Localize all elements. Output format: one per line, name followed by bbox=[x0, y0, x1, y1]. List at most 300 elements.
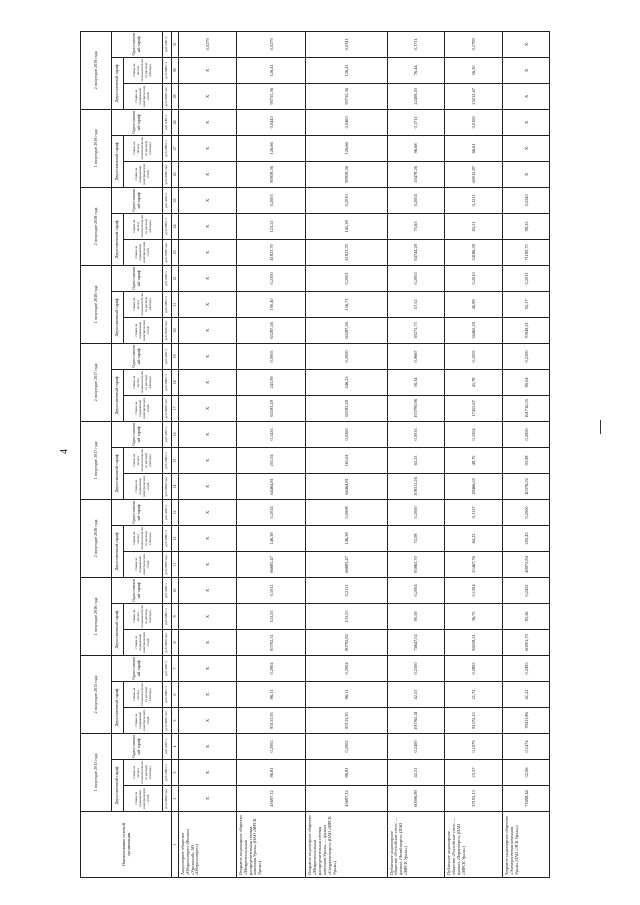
tariff-value: 0,0443 bbox=[236, 109, 306, 135]
tariff-value: 0,2014 bbox=[236, 499, 306, 525]
subgroup-one-part: Одноставочный тариф bbox=[112, 655, 163, 681]
col-number: 3 bbox=[172, 760, 179, 786]
tariff-value: 48972,84 bbox=[503, 551, 550, 577]
col-number: 9 bbox=[172, 603, 179, 629]
corner-header: Наименование сетевой организации bbox=[81, 812, 172, 878]
tariff-value: 17455,67 bbox=[445, 395, 503, 421]
tariff-value: Х bbox=[179, 629, 237, 655]
tariff-value: 41823,70 bbox=[306, 239, 387, 265]
tariff-value: Х bbox=[179, 681, 237, 707]
unit-label: руб./МВт·ч bbox=[163, 213, 172, 239]
tariff-value: 63287,26 bbox=[236, 317, 306, 343]
tariff-value: 0,1004 bbox=[445, 421, 503, 447]
tariff-value: 0,2245 bbox=[503, 187, 550, 213]
col-number: 27 bbox=[172, 135, 179, 161]
tariff-value: 103799,96 bbox=[387, 395, 445, 421]
tariff-value: Х bbox=[179, 760, 237, 786]
col-label: ставка на оплату технологического расхода (потерь) bbox=[124, 57, 163, 83]
tariff-value: 56,34 bbox=[387, 369, 445, 395]
unit-label: руб./МВт·мес bbox=[163, 551, 172, 577]
unit-label: руб./МВт·ч bbox=[163, 447, 172, 473]
col-number: 31 bbox=[172, 31, 179, 57]
tariff-value: 0,1117 bbox=[445, 499, 503, 525]
unit-label: руб./МВт·мес bbox=[163, 83, 172, 109]
org-name: Публичное акционерное общество «Российские сети» — филиал «Пермэнерго» (ПАО «МРСК Урала») bbox=[445, 812, 503, 878]
tariff-value: 0,1711 bbox=[387, 109, 445, 135]
tariff-value: 161716,35 bbox=[503, 395, 550, 421]
tariff-value: 126,66 bbox=[236, 135, 306, 161]
col-label: ставка за содержание электрических сетей bbox=[124, 473, 163, 499]
subgroup-two-part: Двухставочный тариф bbox=[112, 760, 124, 812]
tariff-table-region bbox=[80, 32, 550, 878]
period-header: 2 полугодие 2017 года bbox=[81, 343, 112, 421]
org-name: Открытое акционерное общество «Межрегиональная распределительная сетевая компания Урала» (ОАО «МРСК Урала») bbox=[236, 812, 306, 878]
period-header: 1 полугодие 2015 года bbox=[81, 733, 112, 811]
tariff-value: Х bbox=[179, 473, 237, 499]
tariff-value: 0,2400 bbox=[387, 733, 445, 759]
tariff-value: 94744,29 bbox=[387, 239, 445, 265]
tariff-value: 126,66 bbox=[306, 135, 387, 161]
subgroup-two-part: Двухставочный тариф bbox=[112, 291, 124, 343]
tariff-value: Х bbox=[179, 83, 237, 109]
col-label: ставка за содержание электрических сетей bbox=[124, 786, 163, 812]
tariff-value: Х bbox=[179, 499, 237, 525]
tariff-value: 86,11 bbox=[236, 681, 306, 707]
tariff-value: 85133,95 bbox=[236, 707, 306, 733]
subgroup-two-part: Двухставочный тариф bbox=[112, 369, 124, 421]
unit-label: руб./кВт·ч bbox=[163, 499, 172, 525]
tariff-value: Х bbox=[179, 265, 237, 291]
unit-label: руб./МВт·мес bbox=[163, 239, 172, 265]
subgroup-two-part: Двухставочный тариф bbox=[112, 525, 124, 577]
tariff-value: 41823,70 bbox=[236, 239, 306, 265]
tariff-value: 0,1799 bbox=[445, 31, 503, 57]
tariff-value: 80958,56 bbox=[236, 161, 306, 187]
tariff-value: 80,04 bbox=[503, 369, 550, 395]
subgroup-one-part: Одноставочный тариф bbox=[112, 265, 163, 291]
table-row bbox=[236, 31, 306, 877]
tariff-value: 243,99 bbox=[236, 369, 306, 395]
col-number: 10 bbox=[172, 577, 179, 603]
subgroup-one-part: Одноставочный тариф bbox=[112, 499, 163, 525]
scan-mark bbox=[600, 420, 601, 434]
period-header: 2 полугодие 2018 года bbox=[81, 187, 112, 265]
tariff-value: 63183,28 bbox=[306, 395, 387, 421]
tariff-value: 32,06 bbox=[503, 760, 550, 786]
tariff-value: 86,11 bbox=[306, 681, 387, 707]
col-number: 19 bbox=[172, 343, 179, 369]
col-label: ставка за содержание электрических сетей bbox=[124, 239, 163, 265]
tariff-value: Х bbox=[179, 603, 237, 629]
tariff-value: Х bbox=[179, 213, 237, 239]
tariff-value: Х bbox=[179, 447, 237, 473]
unit-label: руб./МВт·мес bbox=[163, 707, 172, 733]
period-header: 1 полугодие 2017 года bbox=[81, 421, 112, 499]
tariff-value: 0,2003 bbox=[387, 265, 445, 291]
tariff-value: 0,0463 bbox=[306, 109, 387, 135]
tariff-value: 0,2001 bbox=[306, 265, 387, 291]
tariff-value: 96058,21 bbox=[445, 629, 503, 655]
col-number: 22 bbox=[172, 265, 179, 291]
tariff-value: 0,1711 bbox=[387, 31, 445, 57]
tariff-value: 100765,41 bbox=[387, 707, 445, 733]
tariff-value: 63,23 bbox=[387, 447, 445, 473]
tariff-value: 0,0008 bbox=[306, 499, 387, 525]
tariff-value: 85133,95 bbox=[306, 707, 387, 733]
col-label: ставка за содержание электрических сетей bbox=[124, 629, 163, 655]
tariff-value: 85792,51 bbox=[236, 629, 306, 655]
col-label: ставка за содержание электрических сетей bbox=[124, 161, 163, 187]
unit-label: руб./кВт·ч bbox=[163, 655, 172, 681]
col-number: 6 bbox=[172, 681, 179, 707]
tariff-value: 0,2000 bbox=[503, 421, 550, 447]
tariff-value: 98,35 bbox=[503, 213, 550, 239]
tariff-value: Х bbox=[179, 109, 237, 135]
unit-label: руб./МВт·мес bbox=[163, 317, 172, 343]
table-row bbox=[179, 31, 237, 877]
subgroup-one-part: Одноставочный тариф bbox=[112, 187, 163, 213]
unit-label: руб./МВт·мес bbox=[163, 395, 172, 421]
col-label: ставка за содержание электрических сетей bbox=[124, 551, 163, 577]
tariff-value: 123,55 bbox=[236, 603, 306, 629]
tariff-value: Х bbox=[179, 707, 237, 733]
unit-label: руб./кВт·ч bbox=[163, 187, 172, 213]
tariff-value: 133,55 bbox=[306, 603, 387, 629]
col-label: ставка на оплату технологического расхода (потерь) bbox=[124, 291, 163, 317]
tariff-value: 20478,26 bbox=[387, 161, 445, 187]
tariff-value: Х bbox=[179, 786, 237, 812]
tariff-value: 25012,67 bbox=[445, 83, 503, 109]
col-label: ставка за содержание электрических сетей bbox=[124, 317, 163, 343]
tariff-value: 0,2300 bbox=[503, 343, 550, 369]
tariff-value: Х bbox=[179, 239, 237, 265]
tariff-value: 42,51 bbox=[387, 760, 445, 786]
subgroup-two-part: Двухставочный тариф bbox=[112, 447, 124, 499]
tariff-value: Х bbox=[179, 395, 237, 421]
table-row bbox=[445, 31, 503, 877]
col-number: 26 bbox=[172, 161, 179, 187]
tariff-value: 66683,47 bbox=[236, 551, 306, 577]
tariff-value: Х bbox=[179, 135, 237, 161]
tariff-value: 63287,26 bbox=[306, 317, 387, 343]
tariff-value: 0,0033 bbox=[387, 421, 445, 447]
tariff-value: 34186,39 bbox=[445, 239, 503, 265]
tariff-value: 45697,12 bbox=[306, 786, 387, 812]
unit-label: руб./МВт·ч bbox=[163, 760, 172, 786]
table-row bbox=[387, 31, 445, 877]
col-number: 14 bbox=[172, 473, 179, 499]
tariff-value: 80792,82 bbox=[306, 629, 387, 655]
tariff-value: 0,2432 bbox=[503, 577, 550, 603]
tariff-value: 0,2004 bbox=[387, 577, 445, 603]
tariff-value: Х bbox=[503, 161, 550, 187]
tariff-value: 0,2010 bbox=[306, 187, 387, 213]
tariff-value: Х bbox=[179, 161, 237, 187]
tariff-value: 246,23 bbox=[306, 369, 387, 395]
org-name: Акционерное общество «Оборонэнерго» (Филиал «Уральский» АО «Оборонэнерго») bbox=[179, 812, 237, 878]
tariff-value: 0,1433 bbox=[236, 421, 306, 447]
tariff-value: 161,61 bbox=[306, 447, 387, 473]
col-number: 21 bbox=[172, 291, 179, 317]
tariff-value: 0,2002 bbox=[306, 733, 387, 759]
unit-label: руб./МВт·мес bbox=[163, 629, 172, 655]
unit-label: руб./МВт·ч bbox=[163, 291, 172, 317]
subgroup-one-part: Одноставочный тариф bbox=[112, 733, 163, 759]
tariff-value: Х bbox=[179, 369, 237, 395]
tariff-value: 21,72 bbox=[445, 681, 503, 707]
col-number: 7 bbox=[172, 655, 179, 681]
tariff-value: 63,51 bbox=[445, 213, 503, 239]
tariff-value: 108311,26 bbox=[387, 473, 445, 499]
tariff-value: 146,38 bbox=[306, 525, 387, 551]
period-header: 1 полугодие 2018 года bbox=[81, 265, 112, 343]
tariff-value: 126,41 bbox=[236, 57, 306, 83]
col-number: 20 bbox=[172, 317, 179, 343]
unit-label: руб./МВт·ч bbox=[163, 57, 172, 83]
col-label: ставка на оплату технологического расхода (потерь) bbox=[124, 369, 163, 395]
tariff-value: 126,41 bbox=[306, 57, 387, 83]
tariff-value: 190,40 bbox=[236, 291, 306, 317]
tariff-value: 76,44 bbox=[387, 57, 445, 83]
tariff-value: Х bbox=[179, 551, 237, 577]
subgroup-two-part: Двухставочный тариф bbox=[112, 135, 124, 187]
tariff-value: Х bbox=[179, 525, 237, 551]
tariff-value: Х bbox=[179, 343, 237, 369]
unit-label: руб./МВт·мес bbox=[163, 161, 172, 187]
tariff-value: 156,71 bbox=[306, 291, 387, 317]
tariff-value: 0,2111 bbox=[306, 577, 387, 603]
col-label: ставка на оплату технологического расхода (потерь) bbox=[124, 525, 163, 551]
tariff-value: Х bbox=[179, 317, 237, 343]
tariff-value: 25467,76 bbox=[445, 551, 503, 577]
tariff-value: 64464,81 bbox=[236, 473, 306, 499]
tariff-value: 0,1211 bbox=[445, 187, 503, 213]
tariff-value: 60006,89 bbox=[387, 786, 445, 812]
subgroup-one-part: Одноставочный тариф bbox=[112, 109, 163, 135]
tariff-value: 0,1005 bbox=[445, 343, 503, 369]
tariff-value: 0,2011 bbox=[503, 265, 550, 291]
tariff-value: 60901,70 bbox=[503, 629, 550, 655]
col-label: ставка на оплату технологического расхода (потерь) bbox=[124, 681, 163, 707]
tariff-value: 66,61 bbox=[445, 135, 503, 161]
tariff-value: 0,2000 bbox=[387, 499, 445, 525]
tariff-value: 0,0805 bbox=[445, 655, 503, 681]
unit-label: руб./кВт·ч bbox=[163, 109, 172, 135]
subgroup-one-part: Одноставочный тариф bbox=[112, 577, 163, 603]
tariff-value: 0,2904 bbox=[306, 655, 387, 681]
tariff-value: Х bbox=[179, 421, 237, 447]
tariff-value: 34465,59 bbox=[445, 317, 503, 343]
tariff-value: Х bbox=[179, 577, 237, 603]
tariff-value: 0,1394 bbox=[445, 577, 503, 603]
tariff-value: 0,2000 bbox=[503, 499, 550, 525]
tariff-value: 45697,12 bbox=[236, 786, 306, 812]
tariff-value: 90,59 bbox=[387, 603, 445, 629]
tariff-value: 41,78 bbox=[445, 369, 503, 395]
unit-label: руб./МВт·ч bbox=[163, 525, 172, 551]
col-label: ставка за содержание электрических сетей bbox=[124, 707, 163, 733]
unit-label: руб./МВт·ч bbox=[163, 135, 172, 161]
subgroup-two-part: Двухставочный тариф bbox=[112, 603, 124, 655]
col-number: 29 bbox=[172, 83, 179, 109]
tariff-value: Х bbox=[503, 31, 550, 57]
tariff-table bbox=[80, 31, 550, 878]
tariff-value: Х bbox=[179, 57, 237, 83]
tariff-value: Х bbox=[179, 291, 237, 317]
col-number: 4 bbox=[172, 733, 179, 759]
tariff-value: 83,26 bbox=[503, 603, 550, 629]
tariff-value: 36,75 bbox=[445, 603, 503, 629]
unit-label: руб./кВт·ч bbox=[163, 343, 172, 369]
tariff-value: 0,1079 bbox=[445, 733, 503, 759]
unit-label: руб./кВт·ч bbox=[163, 265, 172, 291]
tariff-value: 93,98 bbox=[503, 447, 550, 473]
col-number: 25 bbox=[172, 187, 179, 213]
tariff-value: 71698,44 bbox=[503, 786, 550, 812]
period-header: 2 полугодие 2019 года bbox=[81, 31, 112, 109]
tariff-value: 90735,36 bbox=[236, 83, 306, 109]
tariff-value: 201,04 bbox=[236, 447, 306, 473]
tariff-value: 86,81 bbox=[306, 760, 387, 786]
tariff-value: 0,0263 bbox=[306, 421, 387, 447]
tariff-value: Х bbox=[179, 187, 237, 213]
tariff-value: 0,2495 bbox=[503, 655, 550, 681]
page-number: 4 bbox=[59, 449, 70, 454]
tariff-value: 40,98 bbox=[445, 291, 503, 317]
subgroup-two-part: Двухставочный тариф bbox=[112, 681, 124, 733]
tariff-value: Х bbox=[179, 733, 237, 759]
tariff-value: Х bbox=[179, 655, 237, 681]
tariff-value: 72,08 bbox=[387, 525, 445, 551]
tariff-value: 0,0341 bbox=[306, 31, 387, 57]
unit-label: руб./МВт·мес bbox=[163, 473, 172, 499]
tariff-value: 80958,56 bbox=[306, 161, 387, 187]
tariff-value: 23,37 bbox=[445, 760, 503, 786]
unit-label: руб./кВт·ч bbox=[163, 577, 172, 603]
tariff-value: 56,30 bbox=[445, 57, 503, 83]
col-number: 17 bbox=[172, 395, 179, 421]
col-number: 5 bbox=[172, 707, 179, 733]
tariff-value: 92,17 bbox=[503, 291, 550, 317]
period-header: 2 полугодие 2015 года bbox=[81, 655, 112, 733]
col-number: 23 bbox=[172, 239, 179, 265]
col-label: ставка на оплату технологического расхода (потерь) bbox=[124, 447, 163, 473]
col-number: 13 bbox=[172, 499, 179, 525]
tariff-value: 37193,13 bbox=[445, 786, 503, 812]
tariff-value: 146,38 bbox=[236, 525, 306, 551]
period-header: 2 полугодие 2016 года bbox=[81, 499, 112, 577]
tariff-value: 64464,81 bbox=[306, 473, 387, 499]
tariff-value: 22409,20 bbox=[387, 83, 445, 109]
col-label: ставка на оплату технологического расхода (потерь) bbox=[124, 135, 163, 161]
col-number: 24 bbox=[172, 213, 179, 239]
tariff-value: 41,22 bbox=[503, 681, 550, 707]
tariff-value: 57,52 bbox=[387, 291, 445, 317]
tariff-value: 123,21 bbox=[236, 213, 306, 239]
tariff-value: 0,2004 bbox=[387, 187, 445, 213]
tariff-table-rotated bbox=[80, 32, 550, 878]
col-number: 8 bbox=[172, 629, 179, 655]
tariff-value: 96,68 bbox=[387, 135, 445, 161]
subgroup-two-part: Двухставочный тариф bbox=[112, 57, 124, 109]
tariff-value: 0,2003 bbox=[236, 187, 306, 213]
col-number: 30 bbox=[172, 57, 179, 83]
tariff-value: 42,53 bbox=[387, 681, 445, 707]
org-name: Публичное акционерное общество «Российские сети» — филиал «Челябэнерго» (ПАО «МРСК Урала») bbox=[387, 812, 445, 878]
org-name: Открытое акционерное общество «Межрегиональная распределительная сетевая компания Урала» — филиал «Свердловэнерго» (ОАО «МРСК Урала») bbox=[306, 812, 387, 878]
col-number: 1 bbox=[172, 812, 179, 878]
tariff-value: 83863,70 bbox=[387, 551, 445, 577]
tariff-value: 66683,47 bbox=[306, 551, 387, 577]
tariff-value: Х bbox=[503, 83, 550, 109]
tariff-value: Х bbox=[503, 57, 550, 83]
tariff-value: 40376,02 bbox=[503, 473, 550, 499]
col-number: 2 bbox=[172, 786, 179, 812]
tariff-value: 71180,75 bbox=[503, 239, 550, 265]
tariff-value: 78411,86 bbox=[503, 707, 550, 733]
unit-label: руб./МВт·мес bbox=[163, 786, 172, 812]
tariff-value: 0,0100 bbox=[445, 109, 503, 135]
subgroup-one-part: Одноставочный тариф bbox=[112, 421, 163, 447]
unit-label: руб./кВт·ч bbox=[163, 31, 172, 57]
org-name: Закрытое акционерное общество «Электросетевая компания Урала» (ЗАО «ЭСК Урала») bbox=[503, 812, 550, 878]
tariff-value: Х bbox=[503, 135, 550, 161]
col-number: 15 bbox=[172, 447, 179, 473]
tariff-value: 0,1011 bbox=[236, 577, 306, 603]
tariff-value: 0,0279 bbox=[179, 31, 237, 57]
tariff-value: 60015,87 bbox=[445, 161, 503, 187]
unit-label: руб./МВт·ч bbox=[163, 369, 172, 395]
col-number: 18 bbox=[172, 369, 179, 395]
unit-label: руб./кВт·ч bbox=[163, 421, 172, 447]
tariff-value: 0,1474 bbox=[503, 733, 550, 759]
subgroup-one-part: Одноставочный тариф bbox=[112, 343, 163, 369]
tariff-value: 0,2300 bbox=[236, 265, 306, 291]
tariff-value: 90735,36 bbox=[306, 83, 387, 109]
tariff-value: 0,2300 bbox=[387, 655, 445, 681]
tariff-value: 0,2010 bbox=[445, 265, 503, 291]
col-number: 12 bbox=[172, 525, 179, 551]
tariff-value: 0,0005 bbox=[236, 343, 306, 369]
tariff-value: 0,2000 bbox=[306, 343, 387, 369]
tariff-value: 63183,28 bbox=[236, 395, 306, 421]
period-header: 1 полугодие 2016 года bbox=[81, 577, 112, 655]
tariff-value: 64,22 bbox=[445, 525, 503, 551]
tariff-value: 75,63 bbox=[387, 213, 445, 239]
unit-label: руб./МВт·ч bbox=[163, 681, 172, 707]
tariff-value: 81572,15 bbox=[445, 707, 503, 733]
col-label: ставка за содержание электрических сетей bbox=[124, 83, 163, 109]
col-number: 11 bbox=[172, 551, 179, 577]
col-label: ставка на оплату технологического расхода (потерь) bbox=[124, 760, 163, 786]
col-label: ставка на оплату технологического расхода (потерь) bbox=[124, 213, 163, 239]
tariff-value: 48,70 bbox=[445, 447, 503, 473]
tariff-value: 0,0667 bbox=[387, 343, 445, 369]
col-number: 28 bbox=[172, 109, 179, 135]
tariff-value: 145,38 bbox=[306, 213, 387, 239]
tariff-value: 74647,02 bbox=[387, 629, 445, 655]
unit-label: руб./кВт·ч bbox=[163, 733, 172, 759]
table-row bbox=[306, 31, 387, 877]
subgroup-one-part: Одноставочный тариф bbox=[112, 31, 163, 57]
tariff-value: 0,0279 bbox=[236, 31, 306, 57]
tariff-value: 0,2002 bbox=[236, 733, 306, 759]
tariff-value: 200,43 bbox=[503, 525, 550, 551]
table-row bbox=[503, 31, 550, 877]
col-label: ставка на оплату технологического расхода (потерь) bbox=[124, 603, 163, 629]
tariff-value: 86,81 bbox=[236, 760, 306, 786]
tariff-value: 39271,75 bbox=[387, 317, 445, 343]
